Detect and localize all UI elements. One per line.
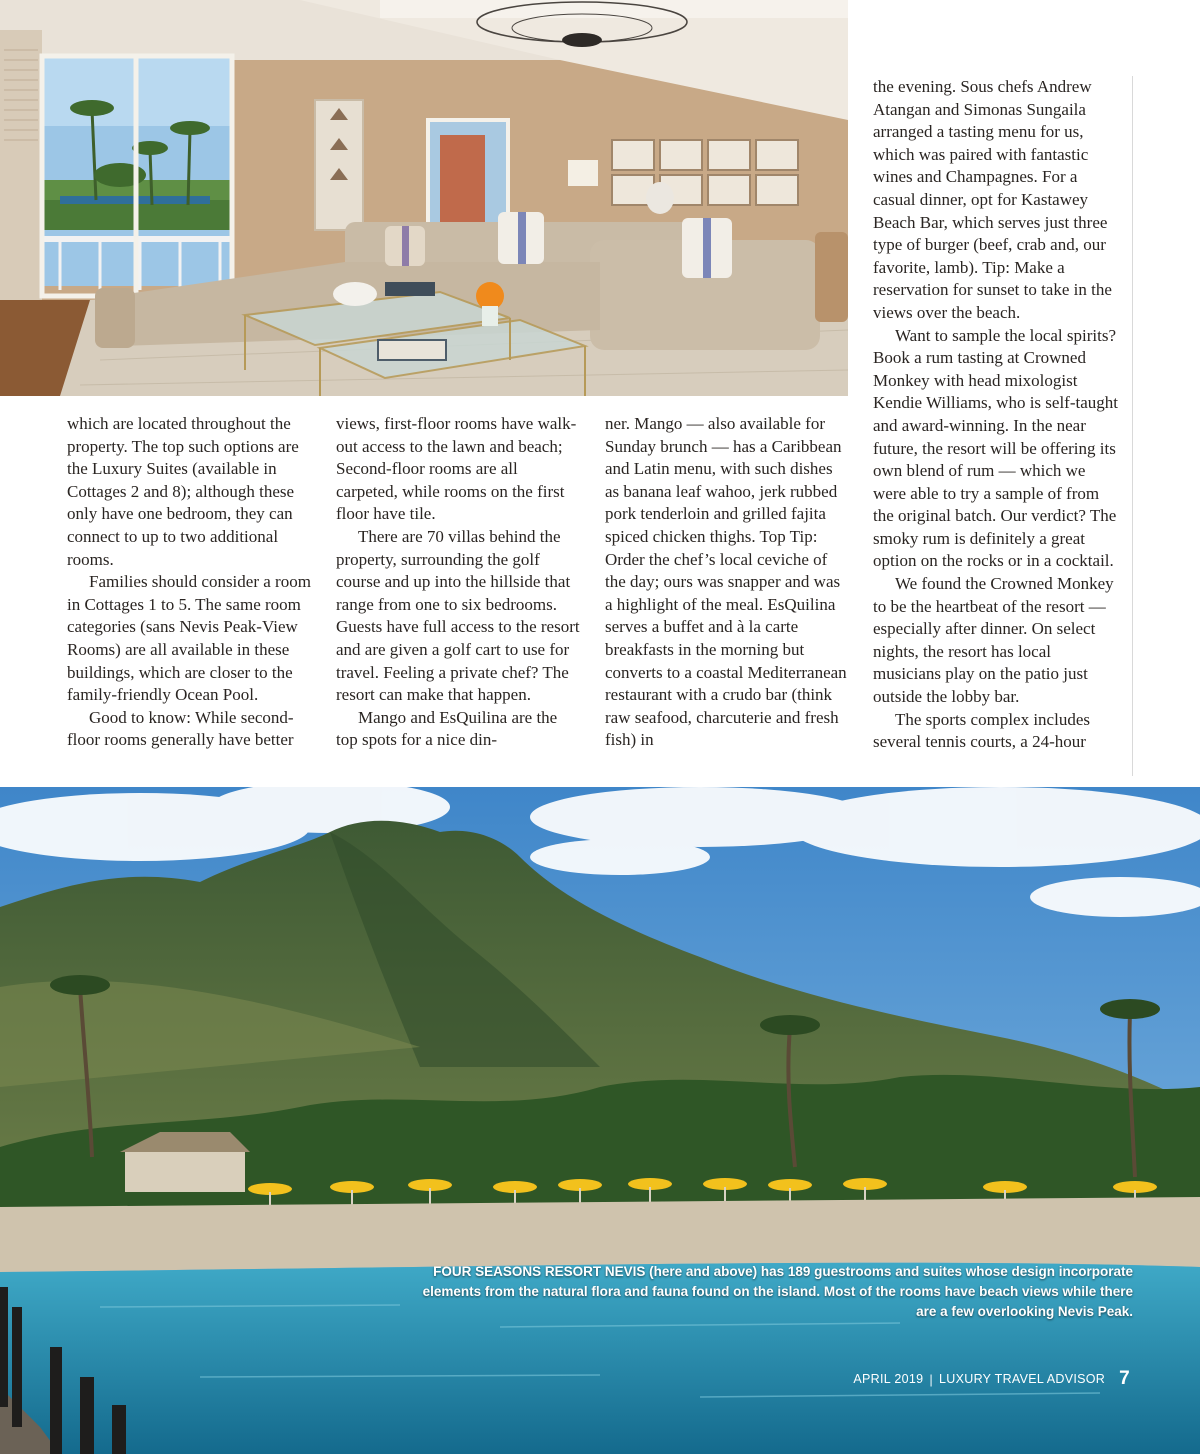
text-column-3 xyxy=(605,413,849,752)
beach-mountain-photo xyxy=(0,787,1200,1454)
paragraph: which are located throughout the property. The top such options are the Luxury Suites (available in Cottages 2 and 8); although these only have one bedroom, they can connect to up to two additional rooms. xyxy=(67,414,299,569)
paragraph: Families should consider a room in Cottages 1 to 5. The same room categories (sans Nevis Peak-View Rooms) are all available in these buildings, which are closer to the family-friendly Ocean Pool. xyxy=(67,572,311,705)
living-room-photo xyxy=(0,0,848,396)
photo-caption: FOUR SEASONS RESORT NEVIS (here and above) has 189 guestrooms and suites whose design incorporate elements from the natural flora and fauna found on the island. Most of the rooms have beach views while there are a few overlooking Nevis Peak. xyxy=(422,1264,1133,1319)
page-footer xyxy=(853,1368,1130,1390)
paragraph: There are 70 villas behind the property, surrounding the golf course and up into the hillside that range from one to six bedrooms. Guests have full access to the resort and are given a golf cart to use for travel. Feeling a private chef? The resort can make that happen. xyxy=(336,526,580,705)
paragraph: Good to know: While second-floor rooms generally have better xyxy=(67,707,294,750)
paragraph: We found the Crowned Monkey to be the heartbeat of the resort — especially after dinner. On select nights, the resort has local musicians play on the patio just outside the lobby bar. xyxy=(873,574,1114,707)
column-rule xyxy=(1132,76,1133,776)
paragraph: ner. Mango — also available for Sunday brunch — has a Caribbean and Latin menu, with such dishes as banana leaf wahoo, jerk rubbed pork tenderloin and grilled fajita spiced chicken thighs. Top Tip: Order the chef’s local ceviche of the day; ours was snapper and was a highlight of the meal. EsQuilina serves a buffet and à la carte breakfasts in the morning but converts to a coastal Mediterranean restaurant with a crudo bar (think raw seafood, charcuterie and fresh fish) in xyxy=(605,414,847,750)
text-column-1 xyxy=(67,413,311,752)
paragraph: The sports complex includes several tennis courts, a 24-hour xyxy=(873,709,1090,752)
issue-date: APRIL 2019 xyxy=(853,1372,924,1386)
text-column-4 xyxy=(873,76,1119,754)
footer-separator: | xyxy=(929,1371,934,1387)
text-column-2 xyxy=(336,413,580,752)
page-number: 7 xyxy=(1119,1368,1130,1389)
paragraph: Mango and EsQuilina are the top spots for a nice din- xyxy=(336,707,558,750)
paragraph: Want to sample the local spirits? Book a rum tasting at Crowned Monkey with head mixologist Kendie Williams, who is self-taught and award-winning. In the near future, the resort will be offering its own blend of rum — which we were able to try a sample of from the original batch. Our verdict? The smoky rum is definitely a great option on the rocks or in a cocktail. xyxy=(873,325,1118,571)
publication-name: LUXURY TRAVEL ADVISOR xyxy=(939,1372,1106,1386)
paragraph: the evening. Sous chefs Andrew Atangan and Simonas Sungaila arranged a tasting menu for us, which was paired with fantastic wines and Champagnes. For a casual dinner, opt for Kastawey Beach Bar, which serves just three type of burger (beef, crab and, our favorite, lamb). Tip: Make a reservation for sunset to take in the views over the beach. xyxy=(873,77,1112,322)
paragraph: views, first-floor rooms have walk-out access to the lawn and beach; Second-floor rooms are all carpeted, while rooms on the first floor have tile. xyxy=(336,414,577,524)
